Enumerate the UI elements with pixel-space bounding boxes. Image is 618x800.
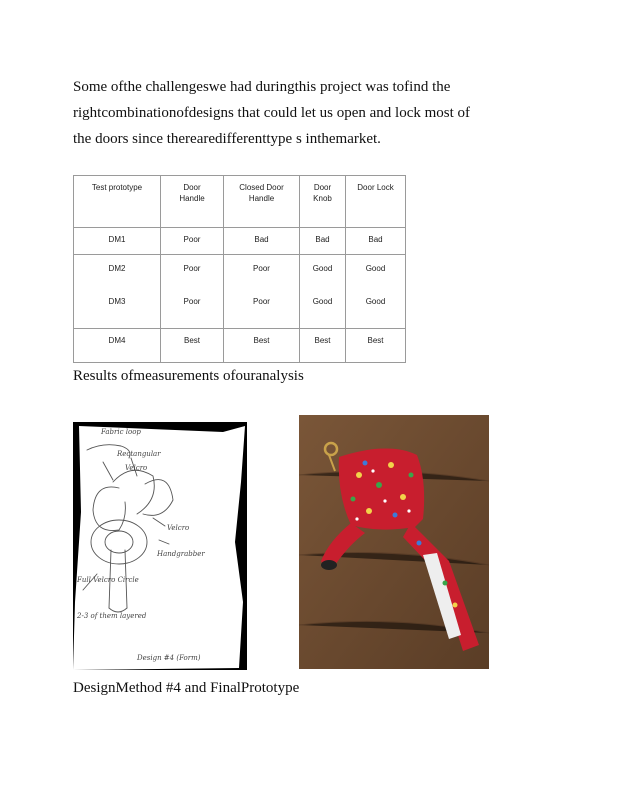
sketch-annotation: Full Velcro Circle: [77, 576, 139, 584]
final-prototype-photo: [299, 415, 489, 669]
header-cell: Door Knob: [300, 176, 346, 228]
table-row: [74, 228, 406, 255]
design-sketch-image: [73, 422, 247, 670]
table-cell: Bad: [300, 228, 346, 255]
table-cell: DM4: [74, 329, 161, 363]
table-header-row: [74, 176, 406, 228]
sketch-annotation: Handgrabber: [157, 550, 205, 558]
sketch-annotation: Rectangular: [117, 450, 161, 458]
table-cell: Bad: [346, 228, 406, 255]
table-cell: DM2 DM3: [74, 255, 161, 329]
table-cell: Best: [224, 329, 300, 363]
header-cell: Door Handle: [161, 176, 224, 228]
paragraph-line: rightcombinationofdesigns that could let us open and lock most of: [73, 105, 471, 121]
sketch-annotation: Velcro: [125, 464, 148, 472]
table-cell: Good Good: [346, 255, 406, 329]
sketch-annotation: Fabric loop: [101, 428, 141, 436]
table-cell: Good Good: [300, 255, 346, 329]
header-cell: Closed Door Handle: [224, 176, 300, 228]
table-cell: Poor: [161, 228, 224, 255]
table-row: [74, 329, 406, 363]
sketch-annotation: Velcro: [167, 524, 190, 532]
sketch-annotation: Design #4 (Form): [137, 654, 201, 662]
table-row: [74, 255, 406, 329]
results-table: [73, 175, 406, 363]
sketch-annotation: 2-3 of them layered: [77, 612, 147, 620]
table-cell: Poor Poor: [224, 255, 300, 329]
intro-paragraph: [73, 74, 545, 152]
table-cell: Bad: [224, 228, 300, 255]
paragraph-line: the doors since therearedifferenttype s inthemarket.: [73, 131, 381, 147]
table-cell: Best: [346, 329, 406, 363]
paragraph-line: Some ofthe challengeswe had duringthis project was tofind the: [73, 79, 451, 95]
header-cell: Test prototype: [74, 176, 161, 228]
table-cell: Best: [300, 329, 346, 363]
figures-caption: DesignMethod #4 and FinalPrototype: [73, 680, 300, 696]
table-cell: DM1: [74, 228, 161, 255]
table-cell: Best: [161, 329, 224, 363]
table-caption: Results ofmeasurements ofouranalysis: [73, 368, 304, 384]
table-cell: Poor Poor: [161, 255, 224, 329]
header-cell: Door Lock: [346, 176, 406, 228]
